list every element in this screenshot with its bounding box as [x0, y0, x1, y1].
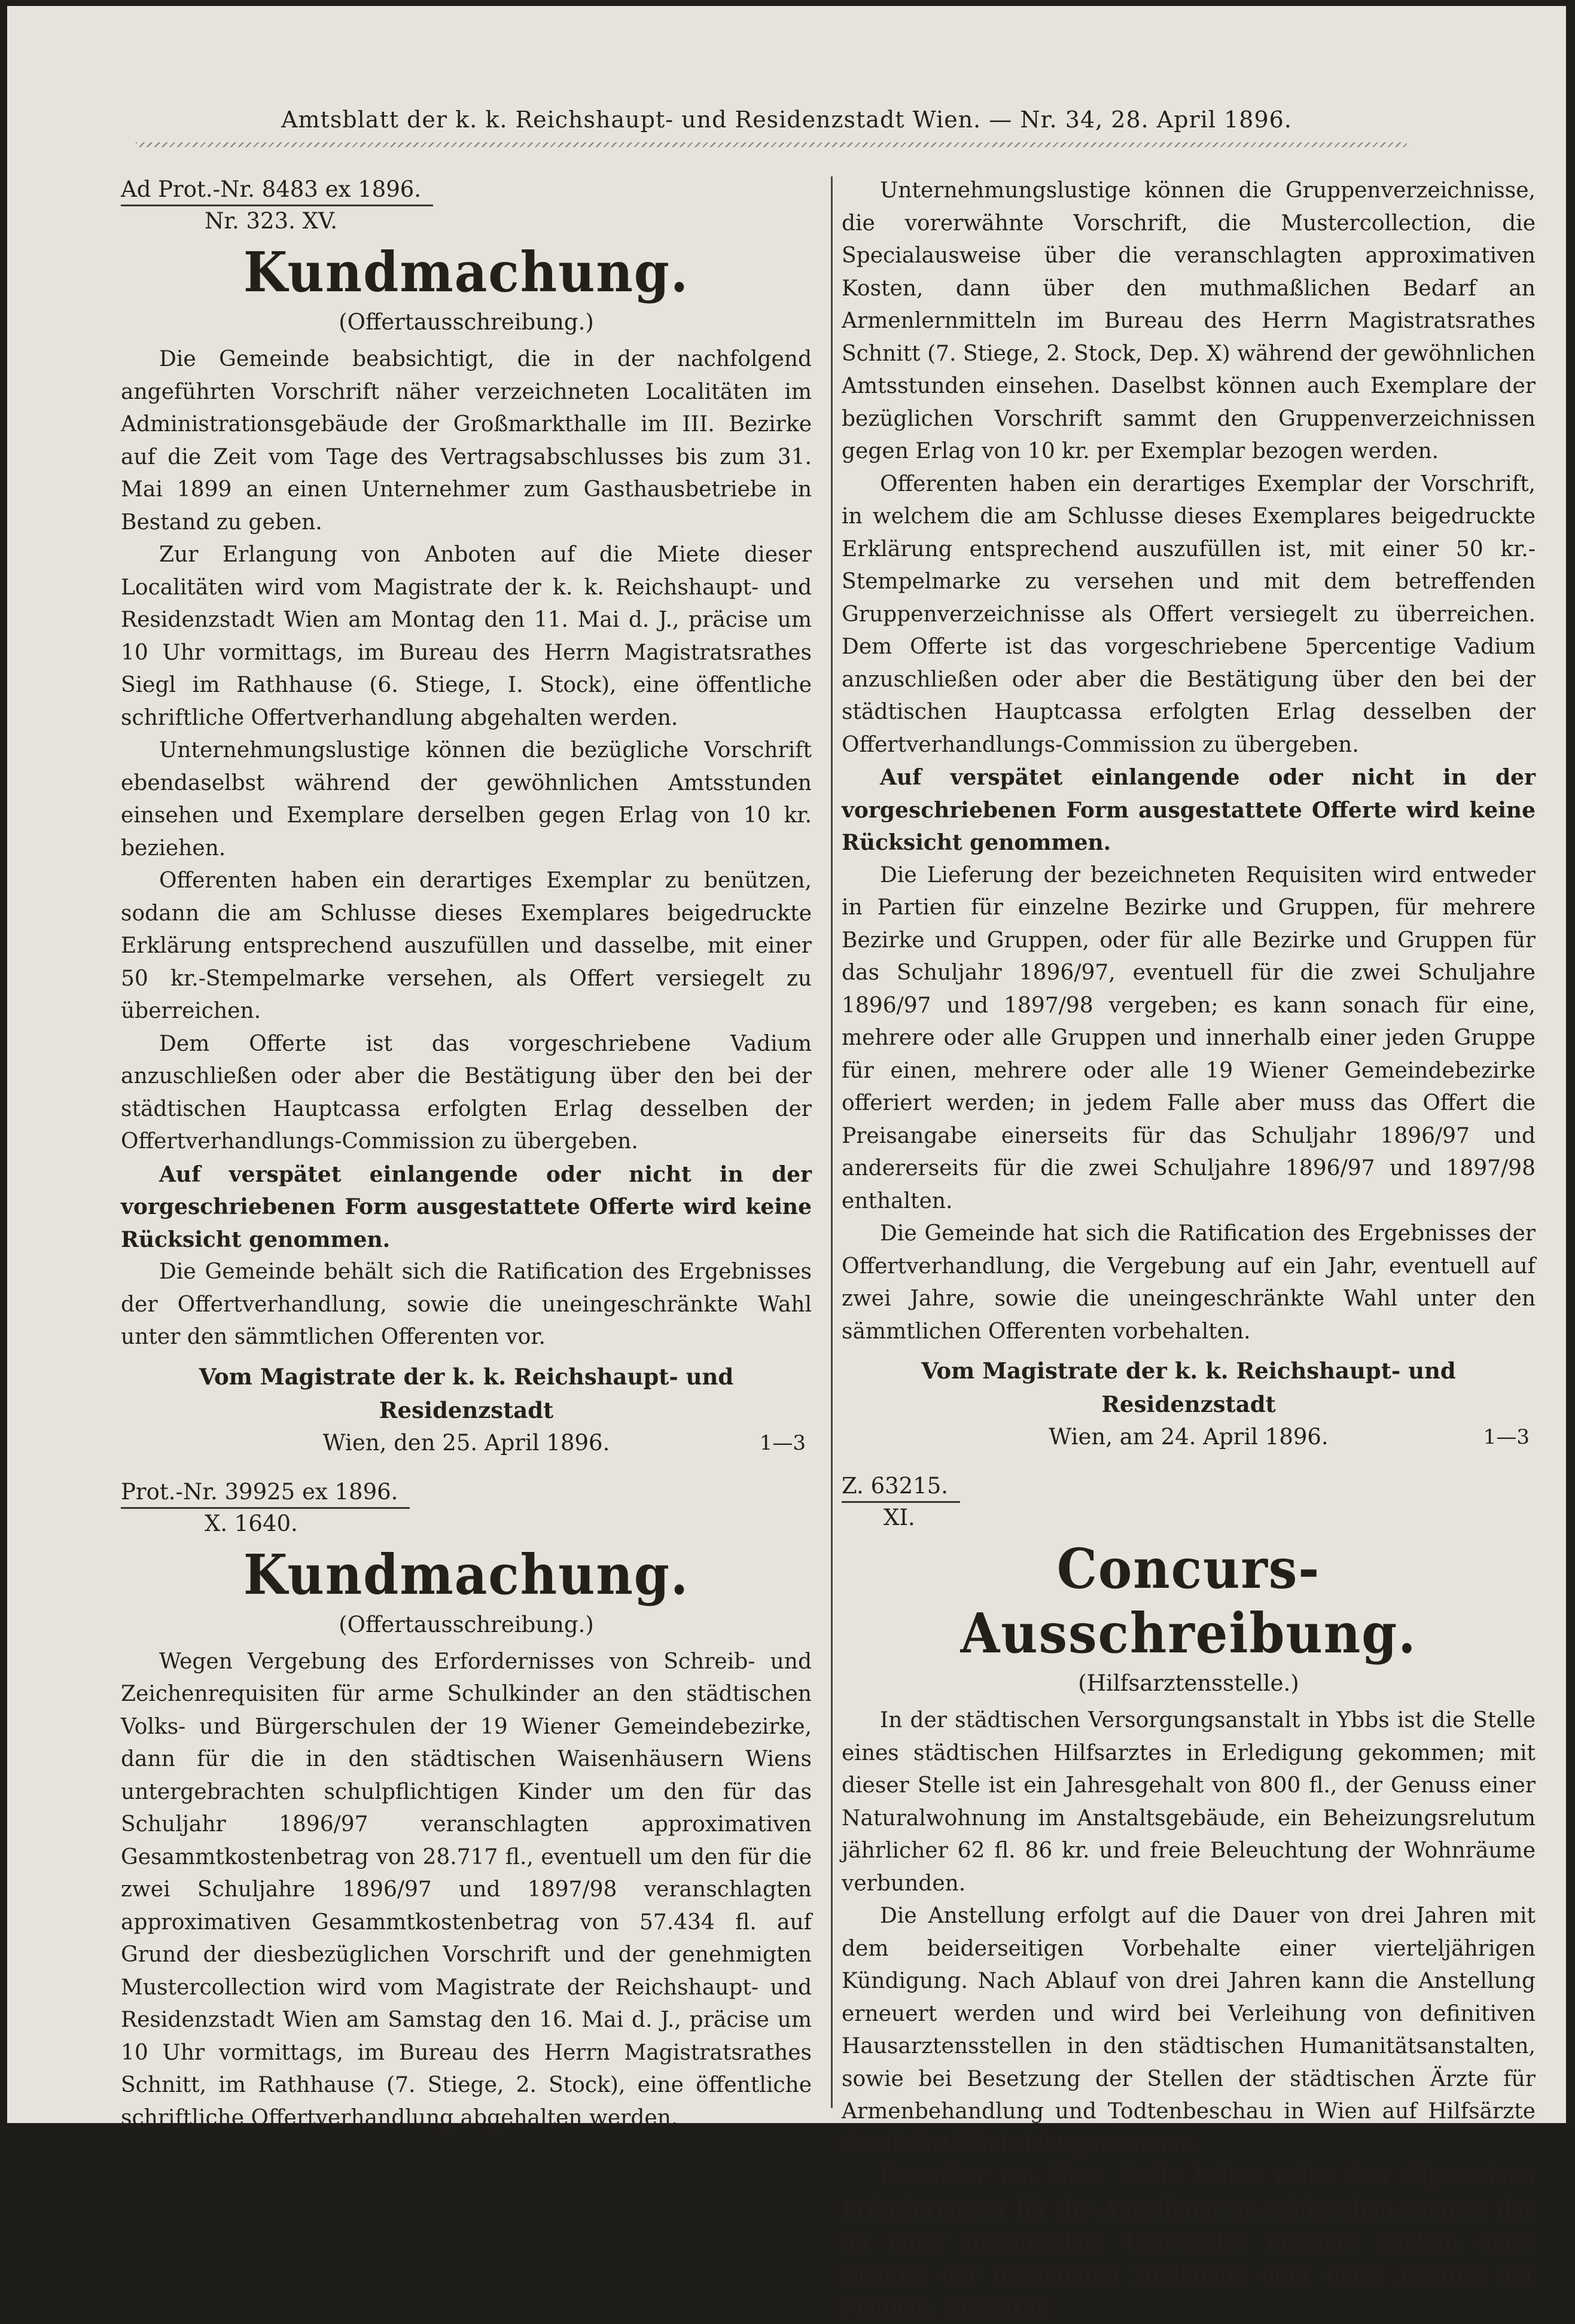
notice-subtitle: (Hilfsarztensstelle.) [1078, 1670, 1299, 1696]
notice-gasthaus [121, 175, 812, 1459]
issue-count: 1—3 [1483, 1425, 1530, 1449]
paragraph: Die Gemeinde beabsichtigt, die in der nachfolgend angeführten Vorschrift näher verzeichneten Localitäten im Administrationsgebäude der Großmarkthalle im III. Bezirke auf die Zeit vom Tage des Vertragsabschlusses bis zum 31. Mai 1899 an einen Unternehmer zum Gasthausbetriebe in Bestand zu geben. [121, 347, 812, 535]
file-number: Nr. 323. XV. [205, 208, 338, 234]
date-line [121, 1427, 812, 1459]
column-divider [831, 176, 833, 2108]
notice-reference [121, 1477, 812, 1539]
notice-schreibrequisiten [121, 1477, 812, 2135]
paragraph: Bewerber um diese Stelle haben nebst den allgemeinen Erfordernissen für die Anstellung im städtischen Dienste das an einer inländischen Universität erlangte Diplom eines Doctors der gesammten Heilkunde oder eines Doctors der Medicin, Chirurgie [842, 2164, 1536, 2319]
page-header: Amtsblatt der k. k. Reichshaupt- und Residenzstadt Wien. — Nr. 34, 28. April 1896. [281, 106, 1292, 133]
paragraph: Unternehmungslustige können die Gruppenverzeichnisse, die vorerwähnte Vorschrift, die Mustercollection, die Specialausweise über die veranschlagten approximativen Kosten, dann über den muthmaßlichen Bedarf an Armenlernmitteln im Bureau des Herrn Magistratsrathes Schnitt (7. Stiege, 2. Stock, Dep. X) während der gewöhnlichen Amtsstunden einsehen. Daselbst können auch Exemplare der bezüglichen Vorschrift sammt den Gruppenverzeichnissen gegen Erlag von 10 kr. per Exemplar bezogen werden. [842, 178, 1536, 463]
notice-title: Kundmachung. [243, 240, 690, 304]
signature: Vom Magistrate der k. k. Reichshaupt- und Residenzstadt [921, 1358, 1456, 1417]
paragraph: Die Gemeinde behält sich die Ratification des Ergebnisses der Offertverhandlung, sowie die uneingeschränkte Wahl unter den sämmtlichen Offerenten vor. [121, 1259, 812, 1349]
paragraph-emphasis: Auf verspätet einlangende oder nicht in der vorgeschriebenen Form ausgestattete Offerte wird keine Rücksicht genommen. [842, 765, 1536, 855]
right-column [842, 175, 1536, 2324]
paragraph: Dem Offerte ist das vorgeschriebene Vadium anzuschließen oder aber die Bestätigung über den bei der städtischen Hauptcassa erfolgten Erlag desselben der Offertverhandlungs-Commission zu übergeben. [121, 1031, 812, 1154]
notice-reference [842, 1471, 1536, 1533]
protocol-number: Ad Prot.-Nr. 8483 ex 1896. [121, 175, 433, 206]
paragraph: Wegen Vergebung des Erfordernisses von Schreib- und Zeichenrequisiten für arme Schulkinder an den städtischen Volks- und Bürgerschulen der 19 Wiener Gemeindebezirke, dann für die in den städtischen Waisenhäusern Wiens untergebrachten schulpflichtigen Kinder um den für das Schuljahr 1896/97 veranschlagten approximativen Gesammtkostenbetrag von 28.717 fl., eventuell um den für die zwei Schuljahre 1896/97 und 1897/98 veranschlagten approximativen Gesammtkostenbetrag von 57.434 fl. auf Grund der diesbezüglichen Vorschrift und der genehmigten Mustercollection wird vom Magistrate der Reichshaupt- und Residenzstadt Wien am Samstag den 16. Mai d. J., präcise um 10 Uhr vormittags, im Bureau des Herrn Magistratsrathes Schnitt, im Rathhause (7. Stiege, 2. Stock), eine öffentliche schriftliche Offertverhandlung abgehalten werden. [121, 1649, 812, 2130]
notice-concurs [842, 1471, 1536, 2324]
left-column [121, 175, 812, 2134]
paragraph: Unternehmungslustige können die bezügliche Vorschrift ebendaselbst während der gewöhnlichen Amtsstunden einsehen und Exemplare derselben gegen Erlag von 10 kr. beziehen. [121, 738, 812, 861]
paragraph-emphasis: Auf verspätet einlangende oder nicht in der vorgeschriebenen Form ausgestattete Offerte wird keine Rücksicht genommen. [121, 1161, 812, 1252]
date-line [842, 1421, 1536, 1453]
date-text: Wien, den 25. April 1896. [322, 1429, 610, 1456]
notice-reference [121, 175, 812, 236]
newspaper-page [7, 6, 1566, 2319]
date-text: Wien, am 24. April 1896. [1049, 1424, 1329, 1450]
paragraph: Offerenten haben ein derartiges Exemplar zu benützen, sodann die am Schlusse dieses Exemplares beigedruckte Erklärung entsprechend auszufüllen und dasselbe, mit einer 50 kr.-Stempelmarke versehen, als Offert versiegelt zu überreichen. [121, 868, 812, 1023]
file-number: X. 1640. [205, 1510, 298, 1536]
notice-subtitle: (Offertausschreibung.) [339, 309, 594, 335]
notice-title: Kundmachung. [243, 1542, 690, 1607]
header-rule [136, 142, 1407, 147]
notice-title: Concurs-Ausschreibung. [960, 1536, 1417, 1666]
protocol-number: Z. 63215. [842, 1471, 960, 1503]
paragraph: Die Anstellung erfolgt auf die Dauer von drei Jahren mit dem beiderseitigen Vorbehalte einer vierteljährigen Kündigung. Nach Ablauf von drei Jahren kann die Anstellung erneuert werden und wird bei Verleihung von definitiven Hausarztensstellen in den städtischen Humanitätsanstalten, sowie bei Besetzung der Stellen der städtischen Ärzte für Armenbehandlung und Todtenbeschau in Wien auf Hilfsärzte thunlichst Rücksicht genommen. [842, 1904, 1536, 2157]
notice-subtitle: (Offertausschreibung.) [339, 1611, 594, 1637]
protocol-number: Prot.-Nr. 39925 ex 1896. [121, 1477, 410, 1509]
file-number: XI. [884, 1505, 915, 1530]
signature: Vom Magistrate der k. k. Reichshaupt- und Residenzstadt [199, 1363, 734, 1423]
paragraph: Offerenten haben ein derartiges Exemplar der Vorschrift, in welchem die am Schlusse dieses Exemplares beigedruckte Erklärung entsprechend auszufüllen ist, mit einer 50 kr.-Stempelmarke zu versehen und mit dem betreffenden Gruppenverzeichnisse als Offert versiegelt zu überreichen. Dem Offerte ist das vorgeschriebene 5percentige Vadium anzuschließen oder aber die Bestätigung über den bei der städtischen Hauptcassa erfolgten Erlag desselben der Offertverhandlungs-Commission zu übergeben. [842, 471, 1536, 757]
notice-schreibrequisiten-continued [842, 175, 1536, 1453]
paragraph: In der städtischen Versorgungsanstalt in Ybbs ist die Stelle eines städtischen Hilfsarztes in Erledigung gekommen; mit dieser Stelle ist ein Jahresgehalt von 800 fl., der Genuss einer Naturalwohnung im Anstaltsgebäude, ein Beheizungsrelutum jährlicher 62 fl. 86 kr. und freie Beleuchtung der Wohnräume verbunden. [842, 1708, 1536, 1896]
paragraph: Die Lieferung der bezeichneten Requisiten wird entweder in Partien für einzelne Bezirke und Gruppen, für mehrere Bezirke und Gruppen, oder für alle Bezirke und Gruppen für das Schuljahr 1896/97, eventuell für die zwei Schuljahre 1896/97 und 1897/98 vergeben; es kann sonach für eine, mehrere oder alle Gruppen und innerhalb einer jeden Gruppe für einen, mehrere oder alle 19 Wiener Gemeindebezirke offeriert werden; in jedem Falle aber muss das Offert die Preisangabe einerseits für das Schuljahr 1896/97 und andererseits für die zwei Schuljahre 1896/97 und 1897/98 enthalten. [842, 862, 1536, 1213]
paragraph: Die Gemeinde hat sich die Ratification des Ergebnisses der Offertverhandlung, die Vergebung auf ein Jahr, eventuell auf zwei Jahre, sowie die uneingeschränkte Wahl unter den sämmtlichen Offerenten vorbehalten. [842, 1221, 1536, 1344]
issue-count: 1—3 [759, 1431, 806, 1455]
paragraph: Zur Erlangung von Anboten auf die Miete dieser Localitäten wird vom Magistrate der k. k. Reichshaupt- und Residenzstadt Wien am Montag den 11. Mai d. J., präcise um 10 Uhr vormittags, im Bureau des Herrn Magistratsrathes Siegl im Rathhause (6. Stiege, I. Stock), eine öffentliche schriftliche Offertverhandlung abgehalten werden. [121, 542, 812, 730]
